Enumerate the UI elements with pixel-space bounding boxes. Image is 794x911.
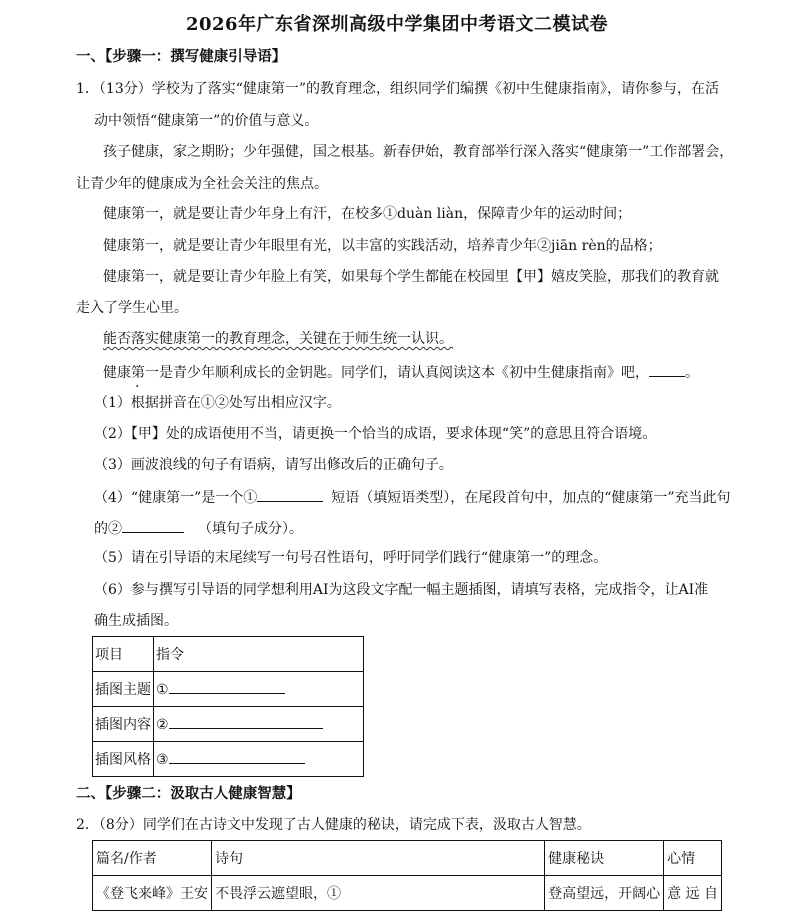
answer-blank-sentence-component[interactable]	[122, 518, 184, 533]
row-label: 插图主题	[93, 672, 154, 707]
p6-prefix: 健康	[103, 365, 131, 381]
section-2-heading: 二、【步骤二：汲取古人健康智慧】	[76, 785, 301, 802]
row-label: 插图风格	[93, 742, 154, 777]
p6-body: 是青少年顺利成长的金钥匙。同学们，请认真阅读这本《初中生健康指南》吧，	[159, 365, 649, 381]
s4b-suffix: （填句子成分）。	[198, 521, 303, 537]
sub-question-3: （3）画波浪线的句子有语病，请写出修改后的正确句子。	[94, 457, 453, 473]
table-cell: 意 远 自	[664, 876, 722, 911]
answer-cell[interactable]	[154, 742, 364, 777]
sub-question-4a	[94, 487, 731, 507]
answer-cell[interactable]: 不畏浮云遮望眼，①	[212, 876, 545, 911]
table-header-cell: 项目	[93, 637, 154, 672]
p6-end: 。	[685, 365, 699, 381]
table-row	[93, 876, 722, 911]
passage-paragraph-3: 健康第一，就是要让青少年眼里有光，以丰富的实践活动，培养青少年②jiān rèn的品格；	[103, 238, 662, 254]
circled-marker: ①	[156, 682, 169, 698]
circled-marker: ②	[156, 717, 169, 733]
answer-blank-phrase-type[interactable]	[257, 487, 323, 502]
answer-blank[interactable]	[169, 680, 285, 694]
table-header-cell: 心情	[664, 841, 722, 876]
passage-paragraph-2: 健康第一，就是要让青少年身上有汗，在校多①duàn liàn，保障青少年的运动时间；	[103, 206, 632, 222]
q2-stem: 2．（8分）同学们在古诗文中发现了古人健康的秘诀，请完成下表，汲取古人智慧。	[76, 817, 591, 833]
sub-question-6b: 确生成插图。	[94, 613, 178, 629]
answer-cell[interactable]	[154, 672, 364, 707]
s4a-suffix: 短语（填短语类型），在尾段首句中，加点的“健康第一”充当此句	[331, 490, 731, 506]
circled-marker: ③	[156, 752, 169, 768]
sub-question-2: （2）【甲】处的成语使用不当，请更换一个恰当的成语，要求体现“笑”的意思且符合语境。	[94, 426, 657, 442]
passage-paragraph-6	[103, 362, 699, 382]
table-header-cell: 健康秘诀	[545, 841, 664, 876]
table-row	[93, 707, 364, 742]
q1-stem-line-1: 1．（13分）学校为了落实“健康第一”的教育理念，组织同学们编撰《初中生健康指南》，请你参与，在活	[76, 81, 720, 97]
answer-blank[interactable]	[169, 715, 323, 729]
sub-question-4b	[94, 518, 303, 538]
passage-paragraph-4a: 健康第一，就是要让青少年脸上有笑，如果每个学生都能在校园里【甲】嬉皮笑脸，那我们的教育就	[103, 269, 719, 285]
sub-question-6a: （6）参与撰写引导语的同学想利用AI为这段文字配一幅主题插图，请填写表格，完成指令，让AI准	[94, 582, 709, 598]
passage-paragraph-4b: 走入了学生心里。	[76, 300, 188, 316]
table-header-row	[93, 841, 722, 876]
table-row	[93, 742, 364, 777]
section-1-heading: 一、【步骤一：撰写健康引导语】	[76, 48, 287, 65]
table-row	[93, 672, 364, 707]
table-cell: 《登飞来峰》王安	[93, 876, 212, 911]
sub-question-1: （1）根据拼音在①②处写出相应汉字。	[94, 395, 341, 411]
sub-question-5: （5）请在引导语的末尾续写一句号召性语句，呼吁同学们践行“健康第一”的理念。	[94, 550, 608, 566]
s4a-prefix: （4）“健康第一”是一个①	[94, 490, 258, 506]
row-label: 插图内容	[93, 707, 154, 742]
answer-blank[interactable]	[169, 750, 305, 764]
table-header-cell: 篇名/作者	[93, 841, 212, 876]
ancient-poetry-table	[92, 840, 722, 911]
s4b-prefix: 的②	[94, 521, 122, 537]
table-cell: 登高望远，开阔心	[545, 876, 664, 911]
page-title: 2026年广东省深圳高级中学集团中考语文二模试卷	[185, 14, 609, 35]
table-header-row	[93, 637, 364, 672]
table-header-cell: 诗句	[212, 841, 545, 876]
dotted-phrase: 第一	[131, 365, 159, 381]
wavy-underlined-sentence: 能否落实健康第一的教育理念，关键在于师生统一认识。	[103, 331, 453, 347]
q1-stem-line-2: 动中领悟“健康第一”的价值与意义。	[94, 113, 319, 129]
passage-paragraph-1a: 孩子健康，家之期盼；少年强健，国之根基。新春伊始，教育部举行深入落实“健康第一”工作部署会，	[103, 144, 734, 160]
answer-blank[interactable]	[649, 362, 685, 377]
passage-paragraph-1b: 让青少年的健康成为全社会关注的焦点。	[76, 176, 328, 192]
answer-cell[interactable]	[154, 707, 364, 742]
ai-instruction-table	[92, 636, 364, 777]
table-header-cell: 指令	[154, 637, 364, 672]
